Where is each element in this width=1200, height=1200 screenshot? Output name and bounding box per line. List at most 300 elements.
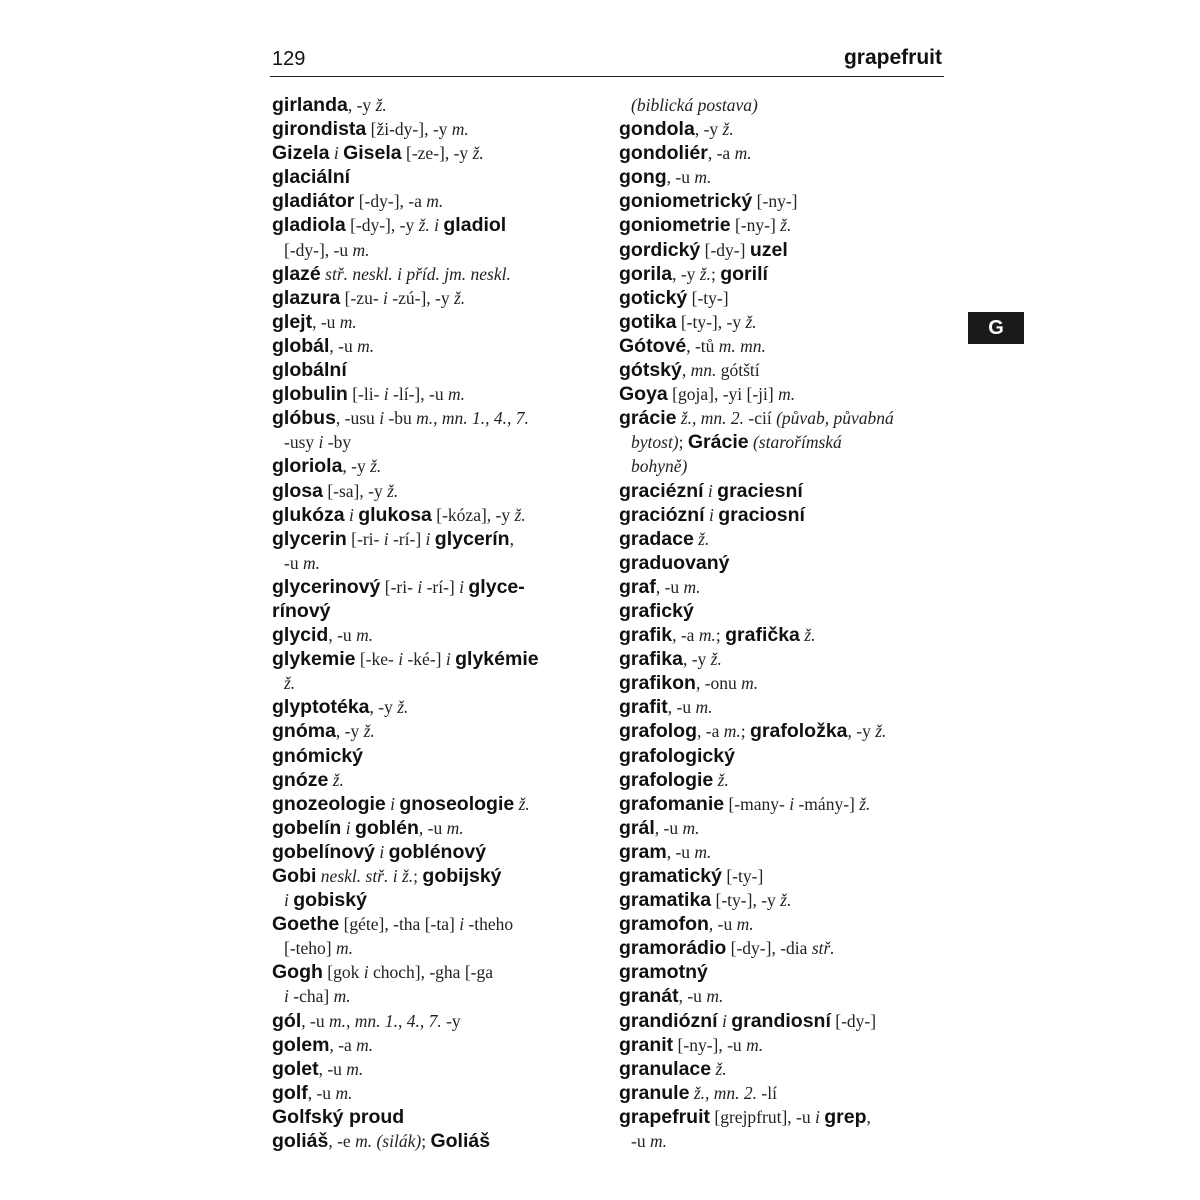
entry-text: -lí <box>757 1082 777 1103</box>
dictionary-line <box>619 479 945 503</box>
dictionary-line <box>619 141 945 165</box>
grammar-note: i <box>721 1010 727 1031</box>
headword: graciózní <box>619 503 705 526</box>
entry-text: [-li- <box>347 384 384 405</box>
headword: grafologický <box>619 744 735 767</box>
grammar-note: m. <box>741 673 759 694</box>
entry-text: [gok <box>322 962 364 983</box>
dictionary-line <box>272 1105 598 1129</box>
entry-text: , <box>866 1106 871 1127</box>
grammar-note: i <box>379 408 385 429</box>
headword: gong <box>619 166 667 189</box>
entry-text: [-ty-] <box>721 866 764 886</box>
dictionary-line <box>272 286 598 310</box>
grammar-note: i <box>383 287 388 308</box>
entry-text: , -a <box>329 1034 357 1055</box>
dictionary-line <box>272 1033 598 1057</box>
grammar-note: i <box>789 793 795 814</box>
headword: grafik <box>619 624 673 647</box>
grammar-note: ž. <box>284 673 296 694</box>
grammar-note: m. <box>339 311 357 332</box>
dictionary-line <box>272 262 598 286</box>
grammar-note: ž. <box>518 793 530 814</box>
entry-text: [-teho] <box>284 938 336 959</box>
entry-text: [-ty-], -y <box>676 311 746 332</box>
grammar-note: m. <box>335 1082 353 1103</box>
entry-text: [-many- <box>724 793 790 814</box>
entry-text: , -u <box>667 697 696 718</box>
entry-text: , -y <box>672 263 700 284</box>
grammar-note: ž. i <box>418 215 440 236</box>
grammar-note: m. <box>682 817 700 838</box>
grammar-note: i <box>379 841 385 862</box>
grammar-note: i <box>333 143 339 164</box>
headword: goblénový <box>388 840 487 863</box>
grammar-note: stř. neskl. i příd. jm. neskl. <box>325 263 511 284</box>
entry-text: , -u <box>307 1082 336 1103</box>
entry-text: [-ny-] <box>730 215 781 236</box>
header-rule <box>270 76 944 77</box>
entry-text: -ké-] <box>403 649 446 670</box>
grammar-note: m. (silák) <box>355 1131 422 1152</box>
grammar-note: m. <box>357 335 375 356</box>
grammar-note: ž. <box>370 456 382 477</box>
grammar-note: ž. <box>397 697 409 718</box>
entry-text: , -a <box>707 143 735 164</box>
grammar-note: m. <box>336 938 354 959</box>
headword: glyptotéka <box>272 696 370 719</box>
grammar-note: i <box>459 576 465 597</box>
grammar-note: i <box>383 528 389 549</box>
headword: goblén <box>354 816 419 839</box>
headword: glykemie <box>272 648 356 671</box>
entry-text: -rí-] <box>422 576 460 597</box>
grammar-note: i <box>425 528 431 549</box>
headword: grapefruit <box>619 1105 711 1128</box>
grammar-note: i <box>345 817 351 838</box>
grammar-note: i <box>417 576 423 597</box>
headword: grafologie <box>619 768 714 791</box>
entry-text: , -y <box>335 721 364 742</box>
headword: gladiátor <box>272 190 355 213</box>
headword: grandiosní <box>731 1009 831 1032</box>
headword: glycid <box>272 624 329 647</box>
headword: glyce- <box>468 575 525 598</box>
dictionary-line <box>619 792 945 816</box>
grammar-note: bytost) <box>631 432 679 453</box>
dictionary-line <box>619 744 945 768</box>
headword: glycerín <box>434 527 510 550</box>
grammar-note: m. <box>446 817 464 838</box>
entry-text: [grejpfrut], -u <box>710 1106 815 1127</box>
grammar-note: ž. <box>710 649 722 670</box>
headword: Goethe <box>272 913 340 936</box>
entry-text: -u <box>284 552 303 573</box>
headword: gobijský <box>422 865 502 887</box>
dictionary-line <box>272 768 598 792</box>
headword: glazura <box>272 286 341 309</box>
headword: globál <box>272 334 330 357</box>
dictionary-line <box>272 406 598 430</box>
headword: glykémie <box>455 648 539 671</box>
grammar-note: m. <box>706 986 724 1007</box>
entry-text: , -onu <box>695 673 742 694</box>
headword: gól <box>272 1009 302 1032</box>
dictionary-line <box>272 623 598 647</box>
grammar-note: (starořímská <box>752 432 842 453</box>
dictionary-line <box>619 213 945 237</box>
headword: Gizela <box>272 142 330 165</box>
entry-text: [-ri- <box>380 576 418 597</box>
entry-text: [-ze-], -y <box>401 143 473 164</box>
dictionary-line <box>272 430 598 454</box>
entry-text: [-dy-], -a <box>354 191 427 212</box>
entry-text: -mány-] <box>794 793 860 814</box>
dictionary-line <box>272 213 598 237</box>
grammar-note: ž. <box>859 793 871 814</box>
headword: graciesní <box>717 479 803 502</box>
grammar-note: m. <box>352 239 370 260</box>
entry-text: , -u <box>318 1058 347 1079</box>
entry-text: , -u <box>655 576 684 597</box>
headword: gloriola <box>272 455 343 478</box>
dictionary-line <box>272 1009 598 1033</box>
grammar-note: i <box>445 649 451 670</box>
dictionary-line <box>272 117 598 141</box>
grammar-note: i <box>707 480 713 501</box>
headword: glukosa <box>358 503 432 526</box>
grammar-note: mn. <box>690 360 717 381</box>
dictionary-line <box>272 165 598 189</box>
headword: grandiózní <box>619 1009 718 1032</box>
entry-text: , -a <box>672 625 699 646</box>
grammar-note: m., mn. 1., 4., 7. <box>416 408 529 429</box>
grammar-note: i <box>318 432 324 453</box>
grammar-note: m. <box>694 841 712 862</box>
entry-text: ; <box>715 625 726 646</box>
headword: glazé <box>272 262 321 285</box>
entry-text: ; <box>421 1131 431 1152</box>
grammar-note: ž. <box>472 143 484 164</box>
headword: grafika <box>619 648 683 671</box>
dictionary-line <box>272 936 598 960</box>
dictionary-line <box>272 310 598 334</box>
grammar-note: i <box>284 890 289 911</box>
entry-text: , -u <box>312 311 340 332</box>
grammar-note: ž., mn. 2. <box>693 1082 758 1103</box>
headword: Grácie <box>687 431 749 454</box>
headword: Gobi <box>272 865 317 887</box>
dictionary-line <box>619 358 945 382</box>
entry-text: -zú-], -y <box>387 287 454 308</box>
dictionary-line <box>272 671 598 695</box>
headword: gramofon <box>619 913 709 936</box>
headword: granát <box>619 985 679 1008</box>
grammar-note: m. <box>447 384 465 405</box>
dictionary-line <box>619 1129 945 1153</box>
grammar-note: i <box>363 962 369 983</box>
dictionary-line <box>619 864 945 888</box>
dictionary-line <box>272 719 598 743</box>
dictionary-line <box>619 1009 945 1033</box>
dictionary-line <box>619 1081 945 1105</box>
grammar-note: ž. <box>715 1058 727 1079</box>
headword: grafoložka <box>750 720 848 743</box>
dictionary-line <box>272 647 598 671</box>
headword: gladiola <box>272 214 346 237</box>
headword: golet <box>272 1057 319 1080</box>
entry-text: [-ny-], -u <box>673 1034 747 1055</box>
dictionary-line <box>272 1057 598 1081</box>
entry-text: [-dy-], -u <box>284 239 353 260</box>
headword: goniometrický <box>619 190 753 213</box>
right-column <box>619 93 945 1153</box>
entry-text: -u <box>631 1131 650 1152</box>
dictionary-line <box>272 334 598 358</box>
grammar-note: i <box>348 504 354 525</box>
headword: Golfský proud <box>272 1105 405 1128</box>
grammar-note: m. mn. <box>718 335 766 356</box>
dictionary-line <box>619 503 945 527</box>
entry-text: -rí-] <box>388 528 426 549</box>
entry-text: [-zu- <box>340 287 384 308</box>
headword: Goya <box>619 383 668 406</box>
grammar-note: ž. <box>780 215 792 236</box>
grammar-note: i <box>383 384 389 405</box>
grammar-note: ž. <box>363 721 375 742</box>
dictionary-line <box>619 984 945 1008</box>
headword: gnoseologie <box>399 792 515 815</box>
entry-text: gótští <box>716 360 760 381</box>
running-head: grapefruit <box>843 46 942 69</box>
entry-text: , -y <box>847 721 876 742</box>
grammar-note: i <box>708 504 714 525</box>
entry-text: [-dy-], -y <box>345 215 419 236</box>
headword: grafička <box>725 624 800 647</box>
headword: gramatický <box>619 865 722 887</box>
entry-text: -usy <box>284 432 319 453</box>
entry-text: -cha] <box>288 986 334 1007</box>
entry-text: , -u <box>654 817 683 838</box>
dictionary-line <box>619 1057 945 1081</box>
dictionary-line <box>619 647 945 671</box>
headword: grep <box>824 1105 867 1128</box>
dictionary-line <box>619 382 945 406</box>
headword: Gótové <box>619 334 687 357</box>
entry-text: , <box>681 360 691 381</box>
entry-text: , -u <box>301 1010 329 1031</box>
dictionary-line <box>272 816 598 840</box>
headword: glycerinový <box>272 575 381 598</box>
entry-text: ; <box>740 721 750 742</box>
headword: Goliáš <box>430 1130 491 1153</box>
dictionary-line <box>619 286 945 310</box>
dictionary-line <box>619 840 945 864</box>
headword: graciézní <box>619 479 704 502</box>
grammar-note: m. <box>333 986 351 1007</box>
entry-text: , -y <box>694 119 723 140</box>
dictionary-line <box>619 768 945 792</box>
entry-text: , -y <box>682 649 711 670</box>
headword: goniometrie <box>619 214 731 237</box>
headword: gotický <box>619 286 688 309</box>
dictionary-line <box>619 816 945 840</box>
headword: grafický <box>619 599 694 622</box>
dictionary-line <box>272 912 598 936</box>
headword: granulace <box>619 1057 712 1080</box>
headword: gladiol <box>443 214 507 237</box>
headword: gondoliér <box>619 142 708 165</box>
grammar-note: m. <box>649 1131 667 1152</box>
grammar-note: stř. <box>811 938 835 959</box>
headword: globulin <box>272 383 348 406</box>
dictionary-line <box>272 382 598 406</box>
headword: gorilí <box>720 262 768 285</box>
headword: gnozeologie <box>272 792 386 815</box>
grammar-note: m. <box>778 384 796 405</box>
dictionary-line <box>272 744 598 768</box>
headword: gram <box>619 840 667 863</box>
grammar-note: ž. <box>699 263 711 284</box>
thumb-index-tab[interactable]: G <box>968 312 1024 344</box>
headword: gradace <box>619 527 694 550</box>
headword: gorila <box>619 262 673 285</box>
entry-text: [-dy-] <box>830 1010 877 1031</box>
entry-text: [-dy-] <box>700 239 750 260</box>
dictionary-line <box>619 1033 945 1057</box>
headword: gnóma <box>272 720 336 743</box>
headword: grafomanie <box>619 792 725 815</box>
entry-text: [-ty-] <box>687 287 729 308</box>
headword: gnómický <box>272 744 364 767</box>
dictionary-line <box>272 960 598 984</box>
dictionary-line <box>619 960 945 984</box>
dictionary-line <box>619 165 945 189</box>
headword: girlanda <box>272 94 348 116</box>
dictionary-line <box>272 599 598 623</box>
dictionary-line <box>272 93 598 117</box>
headword: gramatika <box>619 889 712 912</box>
grammar-note: ž. <box>332 769 344 790</box>
grammar-note: ž., mn. 2. <box>680 408 745 429</box>
grammar-note: m. <box>698 625 716 646</box>
entry-text: -by <box>323 432 352 453</box>
dictionary-line <box>619 719 945 743</box>
grammar-note: m. <box>356 1034 374 1055</box>
dictionary-line <box>619 912 945 936</box>
grammar-note: m. <box>734 143 752 164</box>
dictionary-line <box>619 262 945 286</box>
entry-text: , -usu <box>335 408 380 429</box>
headword: Gogh <box>272 961 323 984</box>
headword: gótský <box>619 359 682 382</box>
dictionary-line <box>272 551 598 575</box>
dictionary-line <box>272 141 598 165</box>
dictionary-line <box>272 479 598 503</box>
entry-text: , -u <box>708 914 737 935</box>
grammar-note: ž. <box>875 721 887 742</box>
headword: glaciální <box>272 166 351 189</box>
headword: gotika <box>619 310 677 333</box>
dictionary-line <box>272 984 598 1008</box>
left-column <box>272 93 598 1153</box>
headword: gordický <box>619 238 701 261</box>
entry-text: , -a <box>697 721 724 742</box>
entry-text: -theho <box>464 914 514 935</box>
dictionary-line <box>272 527 598 551</box>
grammar-note: ž. <box>454 287 466 308</box>
headword: gramotný <box>619 961 708 984</box>
entry-text: [-dy-], -dia <box>726 938 812 959</box>
dictionary-line <box>272 695 598 719</box>
dictionary-line <box>272 454 598 478</box>
entry-text: , -u <box>418 817 447 838</box>
grammar-note: m. <box>736 914 754 935</box>
entry-text: -y <box>441 1010 461 1031</box>
grammar-note: m. <box>302 552 320 573</box>
headword: glóbus <box>272 407 336 430</box>
entry-text: , -e <box>328 1131 356 1152</box>
page-number: 129 <box>272 48 306 70</box>
headword: glycerin <box>272 527 347 550</box>
headword: girondista <box>272 118 367 141</box>
headword: grafolog <box>619 720 697 743</box>
grammar-note: bohyně) <box>631 456 688 477</box>
entry-text: [géte], -tha [-ta] <box>339 914 460 935</box>
entry-text: , -y <box>342 456 371 477</box>
entry-text: -bu <box>384 408 417 429</box>
dictionary-line <box>619 454 945 478</box>
entry-text: ; <box>413 866 423 886</box>
grammar-note: i <box>390 793 395 814</box>
dictionary-line <box>272 575 598 599</box>
dictionary-line <box>619 575 945 599</box>
headword: golf <box>272 1081 308 1104</box>
grammar-note: m. <box>695 697 713 718</box>
grammar-note: m. <box>426 191 444 212</box>
grammar-note: i <box>814 1106 820 1127</box>
headword: glukóza <box>272 503 345 526</box>
headword: grácie <box>619 407 677 430</box>
grammar-note: ž. <box>804 625 816 646</box>
entry-text: , <box>509 528 514 549</box>
headword: graf <box>619 575 656 598</box>
entry-text: [goja], -yi [-ji] <box>667 384 779 405</box>
entry-text: [-kóza], -y <box>431 504 515 525</box>
grammar-note: m. <box>746 1034 764 1055</box>
headword: gramorádio <box>619 937 727 960</box>
grammar-note: ž. <box>698 528 710 549</box>
entry-text: , -u <box>666 167 695 188</box>
grammar-note: m. <box>346 1058 364 1079</box>
entry-text: -cií <box>744 408 777 429</box>
dictionary-line <box>272 1129 598 1153</box>
dictionary-line <box>619 238 945 262</box>
dictionary-line <box>619 189 945 213</box>
grammar-note: m. <box>356 625 374 646</box>
grammar-note: neskl. stř. i ž. <box>320 866 414 886</box>
grammar-note: i <box>459 914 465 935</box>
entry-text: ; <box>710 263 721 284</box>
headword: goliáš <box>272 1130 329 1153</box>
entry-text: [-sa], -y <box>322 480 388 501</box>
grammar-note: (biblická postava) <box>631 95 758 115</box>
headword: glosa <box>272 479 323 502</box>
entry-text: [ži-dy-], -y <box>366 119 452 140</box>
dictionary-line <box>619 599 945 623</box>
headword: Gisela <box>343 142 402 165</box>
dictionary-line <box>619 406 945 430</box>
